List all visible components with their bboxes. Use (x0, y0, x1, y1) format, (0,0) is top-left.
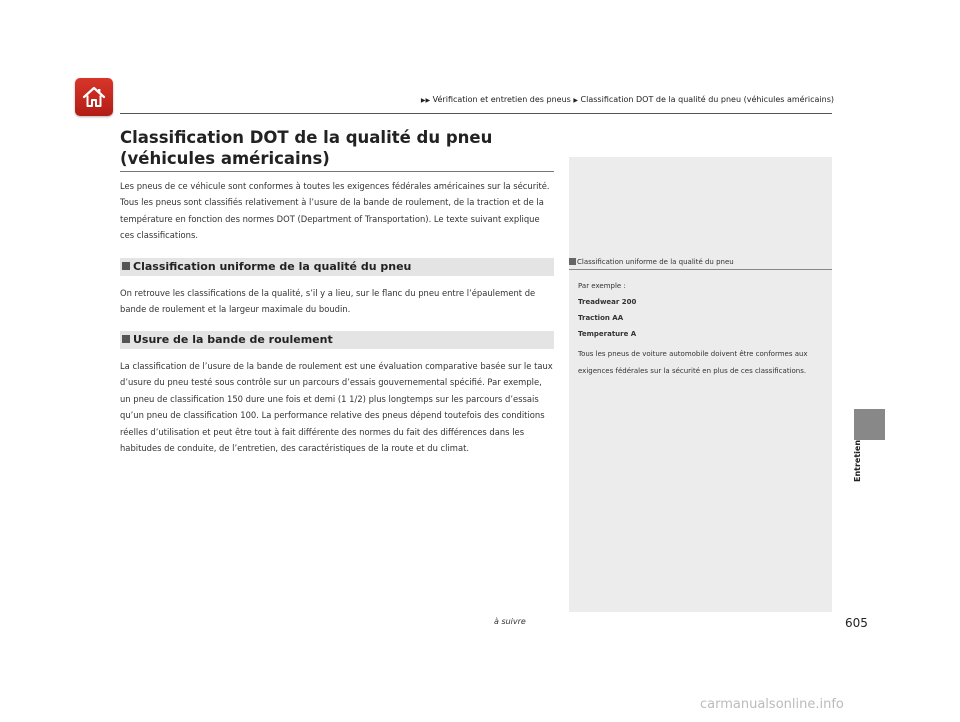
sidebar-line-traction: Traction AA (578, 314, 624, 322)
watermark: carmanualsonline.info (700, 697, 844, 712)
section-body-treadwear: La classification de l’usure de la bande de roulement est une évaluation comparative basée sur le taux d’usure du pneu testé sous contrôle sur un parcours d’essais gouvernemental spécifié. Par exemple, un pneu de classification 150 dure une fois et demi (1 1/2) plus longtemps sur les parcours d’essais qu’un pneu de classification 100. La performance relative des pneus dépend toutefois des conditions réelles d’utilisation et peut être tout à fait différente des normes du fait des différences dans les habitudes de conduite, de l’entretien, des caractéristiques de la route et du climat. (120, 361, 553, 454)
section-bullet-icon (122, 335, 130, 343)
section-heading-treadwear: Usure de la bande de roulement (120, 331, 554, 349)
sidebar-heading: Classification uniforme de la qualité du pneu (569, 258, 832, 266)
sidebar-example-label: Par exemple : (578, 282, 626, 290)
page-number: 605 (845, 616, 868, 630)
chapter-tab[interactable] (854, 409, 885, 440)
section-heading-uniform-grading: Classification uniforme de la qualité du pneu (120, 258, 554, 276)
home-icon (81, 84, 107, 110)
sidebar-line-treadwear: Treadwear 200 (578, 298, 637, 306)
sidebar-divider (569, 269, 832, 270)
sidebar-note: Tous les pneus de voiture automobile doivent être conformes aux exigences fédérales sur la sécurité en plus de ces classifications. (578, 350, 808, 375)
sidebar-panel (569, 157, 832, 612)
breadcrumb-item-1[interactable]: Vérification et entretien des pneus (432, 95, 571, 104)
chapter-tab-label: Entretien (853, 440, 862, 483)
breadcrumb-arrow-icon: ▶ (573, 97, 578, 104)
section-body-uniform-grading: On retrouve les classifications de la qualité, s’il y a lieu, sur le flanc du pneu entre l’épaulement de bande de roulement et la largeur maximale du boudin. (120, 288, 536, 315)
header-divider (120, 113, 832, 114)
continued-label: à suivre (494, 617, 526, 626)
section-bullet-icon (122, 262, 130, 270)
reference-marker-icon (569, 258, 576, 265)
breadcrumb-arrow-icon: ▶▶ (420, 97, 431, 104)
sidebar-line-temperature: Temperature A (578, 330, 637, 338)
home-button[interactable] (75, 78, 113, 116)
title-divider (120, 171, 554, 172)
breadcrumb-item-2[interactable]: Classification DOT de la qualité du pneu (véhicules américains) (580, 95, 834, 104)
breadcrumb (421, 95, 834, 104)
sidebar-body (578, 278, 828, 379)
page-title: Classification DOT de la qualité du pneu (véhicules américains) (120, 128, 493, 168)
intro-paragraph: Les pneus de ce véhicule sont conformes à toutes les exigences fédérales américaines sur la sécurité. Tous les pneus sont classifiés relativement à l’usure de la bande de roulement, de la traction et de la température en fonction des normes DOT (Department of Transportation). Le texte suivant explique ces classifications. (120, 181, 550, 241)
